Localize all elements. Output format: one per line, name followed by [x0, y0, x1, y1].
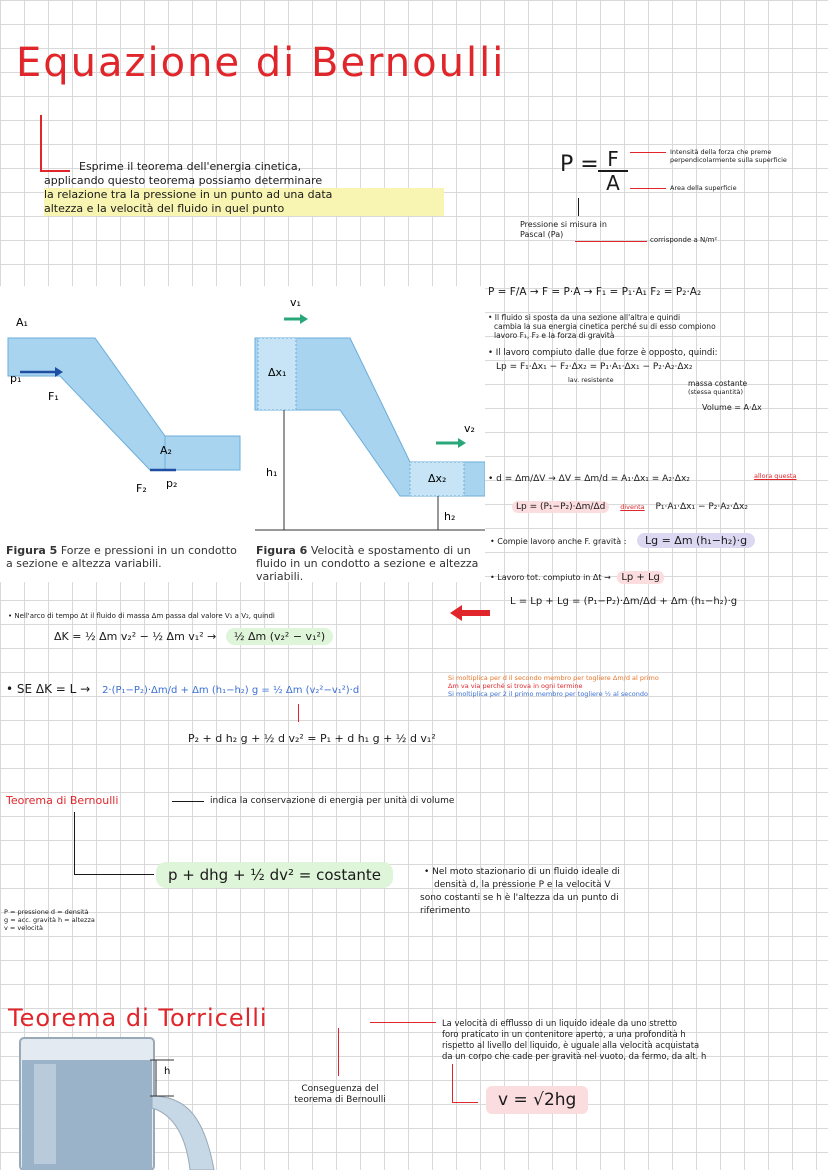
grav-eq: Lg = Δm (h₁−h₂)·g [637, 533, 755, 548]
bernoulli-hline [74, 874, 154, 875]
pressure-formula [560, 152, 599, 177]
torricelli-conseq-1: Conseguenza del [301, 1084, 379, 1094]
massa-costante [488, 380, 818, 396]
torricelli-formula: v = √2hg [486, 1086, 588, 1114]
tot-label: • Lavoro tot. compiuto in Δt → [490, 573, 611, 582]
bullet2-line1: • Il lavoro compiuto dalle due forze è opposto, quindi: [488, 348, 718, 358]
intro-line-3: la relazione tra la pressione in un punto ad una data [44, 188, 444, 202]
se-row [6, 682, 359, 696]
pressure-formula-left: P = [560, 152, 599, 177]
kinetic-row [54, 630, 333, 643]
fig6-label-v1: v₁ [290, 296, 301, 309]
derivation-block [488, 286, 818, 412]
bernoulli-note-2: densità d, la pressione P e la velocità V [434, 880, 611, 890]
tot-eq: L = Lp + Lg = (P₁−P₂)·Δm/Δd + Δm (h₁−h₂)·g [510, 596, 738, 607]
bernoulli-note-1: • Nel moto stazionario di un fluido ideale di [424, 867, 620, 877]
fig5-caption-text: Forze e pressioni in un condotto a sezione e altezza variabili. [6, 544, 237, 570]
fig5-caption-bold: Figura 5 [6, 544, 58, 557]
red-left-arrow-head [450, 605, 462, 621]
se-note-1: Si moltiplica per d il secondo membro per togliere Δm/d al primo [448, 674, 659, 682]
figure-pipes [0, 286, 485, 534]
fig6-caption-bold: Figura 6 [256, 544, 308, 557]
allora-label: allora questa [754, 472, 797, 480]
bernoulli-label: Teorema di Bernoulli [6, 794, 119, 807]
torricelli-label: Teorema di Torricelli [8, 1004, 268, 1032]
torricelli-conseq-2: teorema di Bernoulli [294, 1095, 386, 1105]
torricelli-arrow-down [338, 1028, 339, 1076]
fig6-label-dx2: Δx₂ [428, 472, 447, 485]
torricelli-desc-3: rispetto al livello del liquido, è uguale alla velocità acquistata [442, 1040, 700, 1050]
se-result: P₂ + d h₂ g + ½ d v₂² = P₁ + d h₁ g + ½ d v₁² [188, 732, 436, 745]
force-note [670, 148, 828, 164]
lp-eq: Lp = (P₁−P₂)·Δm/Δd [512, 501, 609, 513]
kinetic-eq-hl: ½ Δm (v₂² − v₁²) [226, 628, 333, 645]
grav-row [490, 534, 755, 547]
page-title: Equazione di Bernoulli [16, 40, 506, 86]
red-left-arrow [460, 610, 490, 616]
fig6-arrow-v2-head [458, 438, 466, 448]
figure-panel [0, 286, 485, 582]
tot-sum: Lp + Lg [617, 571, 664, 584]
kinetic-text: • Nell'arco di tempo Δt il fluido di massa Δm passa dal valore V₁ a V₂, quindi [8, 612, 275, 620]
fig5-caption [6, 544, 246, 570]
legend-3: v = velocità [4, 924, 43, 932]
torricelli-desc [442, 1018, 826, 1062]
force-note-2: perpendicolarmente sulla superficie [670, 156, 787, 164]
fig6-caption [256, 544, 481, 583]
bernoulli-desc: indica la conservazione di energia per unità di volume [210, 796, 455, 806]
bernoulli-legend [4, 908, 174, 932]
se-label: • SE ΔK = L → [6, 682, 91, 696]
bernoulli-arrow [172, 801, 204, 802]
fig5-label-f1: F₁ [48, 390, 59, 403]
bernoulli-note [420, 866, 820, 918]
torricelli-arrow [370, 1022, 436, 1023]
lp-row [512, 502, 748, 512]
pressure-numerator: F [598, 148, 628, 172]
massa-1: massa costante [688, 379, 748, 388]
area-note: Area della superficie [670, 184, 737, 192]
legend-2: g = acc. gravità h = altezza [4, 916, 95, 924]
unit-note-1: Pressione si misura in [520, 220, 607, 229]
torricelli-desc-4: da un corpo che cade per gravità nel vuoto, da fermo, da alt. h [442, 1051, 707, 1061]
intro-line-4: altezza e la velocità del fluido in quel punto [44, 202, 444, 216]
fig5-pipe [8, 338, 240, 470]
intro-block [44, 160, 444, 216]
unit-note-2: Pascal (Pa) [520, 230, 564, 239]
torricelli-desc-1: La velocità di efflusso di un liquido ideale da uno stretto [442, 1018, 678, 1028]
fig5-label-f2: F₂ [136, 482, 147, 495]
beaker-illustration [14, 1034, 244, 1170]
diventa-label: diventa [620, 503, 645, 511]
fig5-label-p1: p₁ [10, 372, 22, 385]
bullet2-eq: Lp = F₁·Δx₁ − F₂·Δx₂ = P₁·A₁·Δx₁ − P₂·A₂·Δx₂ [496, 362, 693, 372]
se-note-3: Si moltiplica per 2 il primo membro per togliere ½ al secondo [448, 690, 649, 698]
bernoulli-note-4: riferimento [420, 906, 471, 916]
density-eq: • d = Δm/ΔV → ΔV = Δm/d = A₁·Δx₁ = A₂·Δx₂ [488, 474, 690, 484]
fig6-label-dx1: Δx₁ [268, 366, 287, 379]
intro-line-1: Esprime il teorema dell'energia cinetica, [79, 160, 302, 173]
bullet1-line1: • Il fluido si sposta da una sezione all'altra e quindi [488, 313, 681, 322]
fig5-label-p2: p₂ [166, 477, 178, 490]
water-stream [152, 1096, 214, 1170]
torricelli-desc-2: foro praticato in un contenitore aperto, a una profondità h [442, 1029, 686, 1039]
kinetic-eq: ΔK = ½ Δm v₂² − ½ Δm v₁² → [54, 630, 217, 643]
pressure-fraction [598, 148, 628, 194]
fig6-arrow-v1-head [300, 314, 308, 324]
unit-eq-arrow [575, 241, 647, 242]
se-note-2: Δm va via perché si trova in ogni termine [448, 682, 583, 690]
unit-arrow-down [578, 198, 579, 216]
beaker-h-label: h [164, 1066, 171, 1077]
unit-note [520, 220, 670, 240]
title-underline [40, 115, 42, 170]
massa-2: (stessa quantità) [688, 388, 744, 396]
legend-1: P = pressione d = densità [4, 908, 89, 916]
bullet1-line3: lavoro F₁, F₂ e la forza di gravità [494, 331, 615, 340]
torricelli-conseq [260, 1084, 420, 1106]
fig6-label-v2: v₂ [464, 422, 475, 435]
fig6-label-h1: h₁ [266, 466, 278, 479]
se-notes [448, 674, 818, 698]
grav-label: • Compie lavoro anche F. gravità : [490, 537, 627, 546]
fig5-label-a1: A₁ [16, 316, 28, 329]
torricelli-hline [452, 1102, 478, 1103]
force-note-1: Intensità della forza che preme [670, 148, 772, 156]
se-arrow-down [298, 704, 299, 722]
unit-eq: corrisponde a N/m² [650, 236, 718, 244]
se-eq: 2·(P₁−P₂)·Δm/d + Δm (h₁−h₂) g = ½ Δm (v₂²−v₁²)·d [102, 685, 360, 696]
tot-row [490, 572, 664, 583]
bernoulli-note-3: sono costanti se h è l'altezza da un punto di [420, 893, 619, 903]
torricelli-vline [452, 1064, 453, 1102]
volume-eq: Volume = A·Δx [702, 403, 762, 412]
pressure-denominator: A [606, 171, 620, 195]
fig6-caption-text: Velocità e spostamento di un fluido in un condotto a sezione e altezza variabili. [256, 544, 479, 583]
lp-rhs: P₁·A₁·Δx₁ − P₂·A₂·Δx₂ [655, 502, 748, 512]
bernoulli-vline [74, 812, 75, 874]
bernoulli-formula: p + dhg + ½ dv² = costante [156, 862, 393, 888]
fig6-label-h2: h₂ [444, 510, 456, 523]
area-arrow [630, 188, 666, 189]
intro-line-2: applicando questo teorema possiamo determinare [44, 174, 323, 187]
beaker-liquid-shine [34, 1064, 56, 1164]
force-arrow [630, 152, 666, 153]
lav-resistente: lav. resistente [568, 376, 614, 384]
derivation-line-1: P = F/A → F = P·A → F₁ = P₁·A₁ F₂ = P₂·A₂ [488, 286, 702, 298]
fig5-label-a2: A₂ [160, 444, 172, 457]
bullet1-line2: cambia la sua energia cinetica perché su di esso compiono [494, 322, 716, 331]
